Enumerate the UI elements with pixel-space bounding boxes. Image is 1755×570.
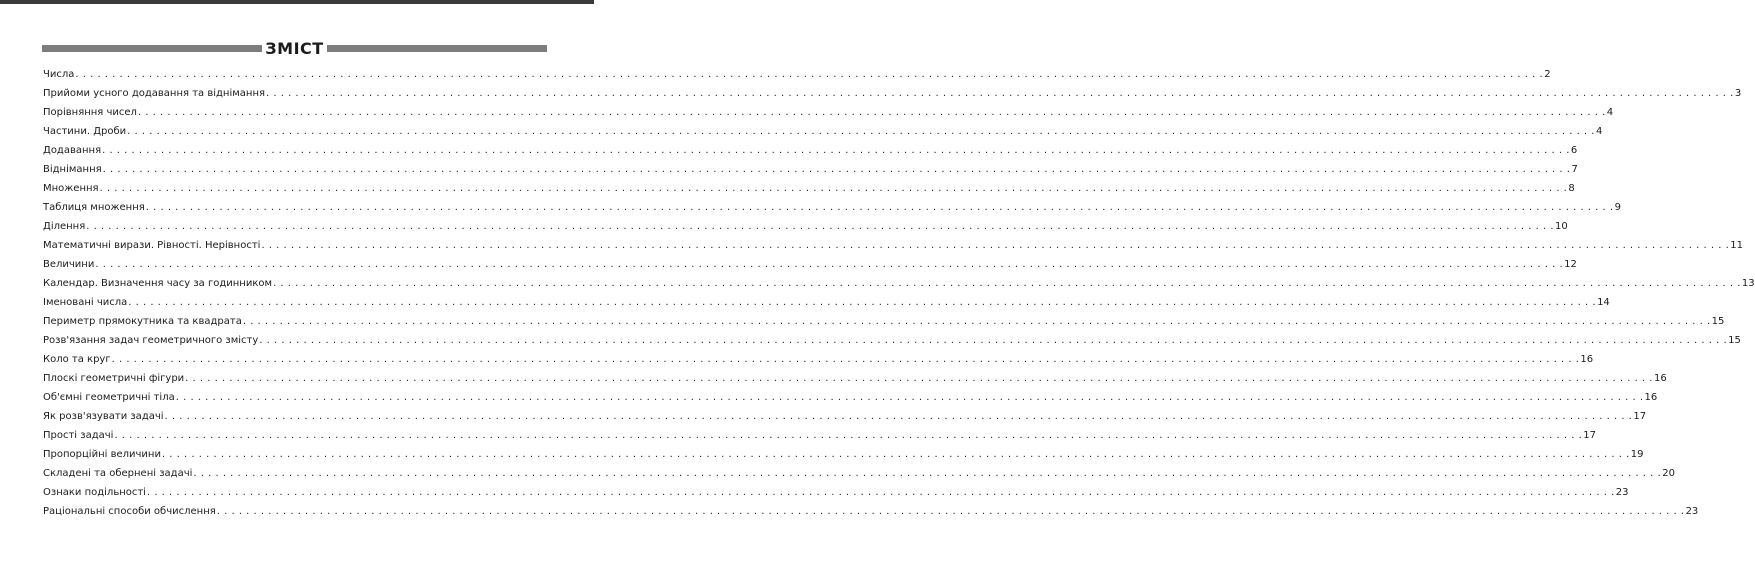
toc-entry-page: 9 bbox=[1614, 202, 1621, 213]
toc-entry[interactable] bbox=[43, 388, 1658, 407]
toc-entry-title: Числа bbox=[43, 69, 75, 80]
toc-entry-page: 15 bbox=[1728, 335, 1741, 346]
dot-leader: . . . . . . . . . . . . . . . . . . . . . . . . . . . . . . . . . . . . . . . . . . . . . . . . . . . . . . . . . . . . . . . . . . . . . . . . . . . . . . . . . . . . . . . . . . . . . . . . . . . . . . . . . . . . . . . . . . . . . . . . . . . . . . . . . . . . . . . . . . . . . . . . . . . . . . . . . . . . . . . . . . . . . . . . . . . . . . . . . . . . . . . . . . . . . . . . . . . . . . . . bbox=[75, 69, 1544, 80]
toc-entry-title: Раціональні способи обчислення bbox=[43, 506, 216, 517]
dot-leader: . . . . . . . . . . . . . . . . . . . . . . . . . . . . . . . . . . . . . . . . . . . . . . . . . . . . . . . . . . . . . . . . . . . . . . . . . . . . . . . . . . . . . . . . . . . . . . . . . . . . . . . . . . . . . . . . . . . . . . . . . . . . . . . . . . . . . . . . . . . . . . . . . . . . . . . . . . . . . . . . . . . . . . . . . . . . . . . . . . . . . . . . . . . . . . . . . . . . . . . . bbox=[111, 354, 1580, 365]
toc-entry-title: Частини. Дроби bbox=[43, 126, 127, 137]
toc-entry-page: 20 bbox=[1662, 468, 1675, 479]
dot-leader: . . . . . . . . . . . . . . . . . . . . . . . . . . . . . . . . . . . . . . . . . . . . . . . . . . . . . . . . . . . . . . . . . . . . . . . . . . . . . . . . . . . . . . . . . . . . . . . . . . . . . . . . . . . . . . . . . . . . . . . . . . . . . . . . . . . . . . . . . . . . . . . . . . . . . . . . . . . . . . . . . . . . . . . . . . . . . . . . . . . . . . . . . . . . . . . . . . . . . . . . bbox=[99, 183, 1568, 194]
toc-entry-page: 16 bbox=[1580, 354, 1594, 365]
table-of-contents bbox=[43, 65, 1755, 521]
dot-leader: . . . . . . . . . . . . . . . . . . . . . . . . . . . . . . . . . . . . . . . . . . . . . . . . . . . . . . . . . . . . . . . . . . . . . . . . . . . . . . . . . . . . . . . . . . . . . . . . . . . . . . . . . . . . . . . . . . . . . . . . . . . . . . . . . . . . . . . . . . . . . . . . . . . . . . . . . . . . . . . . . . . . . . . . . . . . . . . . . . . . . . . . . . . . . . . . . . . . . . . . bbox=[102, 164, 1571, 175]
dot-leader: . . . . . . . . . . . . . . . . . . . . . . . . . . . . . . . . . . . . . . . . . . . . . . . . . . . . . . . . . . . . . . . . . . . . . . . . . . . . . . . . . . . . . . . . . . . . . . . . . . . . . . . . . . . . . . . . . . . . . . . . . . . . . . . . . . . . . . . . . . . . . . . . . . . . . . . . . . . . . . . . . . . . . . . . . . . . . . . . . . . . . . . . . . . . . . . . . . . . . . . . bbox=[273, 278, 1741, 289]
toc-entry[interactable] bbox=[43, 179, 1575, 198]
dot-leader: . . . . . . . . . . . . . . . . . . . . . . . . . . . . . . . . . . . . . . . . . . . . . . . . . . . . . . . . . . . . . . . . . . . . . . . . . . . . . . . . . . . . . . . . . . . . . . . . . . . . . . . . . . . . . . . . . . . . . . . . . . . . . . . . . . . . . . . . . . . . . . . . . . . . . . . . . . . . . . . . . . . . . . . . . . . . . . . . . . . . . . . . . . . . . . . . . . . . . . . . bbox=[95, 259, 1564, 270]
dot-leader: . . . . . . . . . . . . . . . . . . . . . . . . . . . . . . . . . . . . . . . . . . . . . . . . . . . . . . . . . . . . . . . . . . . . . . . . . . . . . . . . . . . . . . . . . . . . . . . . . . . . . . . . . . . . . . . . . . . . . . . . . . . . . . . . . . . . . . . . . . . . . . . . . . . . . . . . . . . . . . . . . . . . . . . . . . . . . . . . . . . . . . . . . . . . . . . . . . . . . . . . bbox=[185, 373, 1653, 384]
toc-entry-title: Математичні вирази. Рівності. Нерівності bbox=[43, 240, 261, 251]
toc-entry-title: Прийоми усного додавання та віднімання bbox=[43, 88, 265, 99]
page-title: ЗМІСТ bbox=[265, 39, 324, 58]
toc-entry[interactable] bbox=[43, 274, 1755, 293]
toc-entry-title: Календар. Визначення часу за годинником bbox=[43, 278, 273, 289]
toc-entry-title: Складені та обернені задачі bbox=[43, 468, 193, 479]
toc-entry[interactable] bbox=[43, 426, 1596, 445]
header-bar-left bbox=[42, 45, 262, 52]
toc-entry[interactable] bbox=[43, 84, 1742, 103]
dot-leader: . . . . . . . . . . . . . . . . . . . . . . . . . . . . . . . . . . . . . . . . . . . . . . . . . . . . . . . . . . . . . . . . . . . . . . . . . . . . . . . . . . . . . . . . . . . . . . . . . . . . . . . . . . . . . . . . . . . . . . . . . . . . . . . . . . . . . . . . . . . . . . . . . . . . . . . . . . . . . . . . . . . . . . . . . . . . . . . . . . . . . . . . . . . . . . . . . . . . . . . . bbox=[102, 145, 1570, 156]
dot-leader: . . . . . . . . . . . . . . . . . . . . . . . . . . . . . . . . . . . . . . . . . . . . . . . . . . . . . . . . . . . . . . . . . . . . . . . . . . . . . . . . . . . . . . . . . . . . . . . . . . . . . . . . . . . . . . . . . . . . . . . . . . . . . . . . . . . . . . . . . . . . . . . . . . . . . . . . . . . . . . . . . . . . . . . . . . . . . . . . . . . . . . . . . . . . . . . . . . . . . . . . bbox=[127, 126, 1595, 137]
toc-entry-page: 17 bbox=[1583, 430, 1596, 441]
dot-leader: . . . . . . . . . . . . . . . . . . . . . . . . . . . . . . . . . . . . . . . . . . . . . . . . . . . . . . . . . . . . . . . . . . . . . . . . . . . . . . . . . . . . . . . . . . . . . . . . . . . . . . . . . . . . . . . . . . . . . . . . . . . . . . . . . . . . . . . . . . . . . . . . . . . . . . . . . . . . . . . . . . . . . . . . . . . . . . . . . . . . . . . . . . . . . . . . . . . . . . . . bbox=[128, 297, 1597, 308]
dot-leader: . . . . . . . . . . . . . . . . . . . . . . . . . . . . . . . . . . . . . . . . . . . . . . . . . . . . . . . . . . . . . . . . . . . . . . . . . . . . . . . . . . . . . . . . . . . . . . . . . . . . . . . . . . . . . . . . . . . . . . . . . . . . . . . . . . . . . . . . . . . . . . . . . . . . . . . . . . . . . . . . . . . . . . . . . . . . . . . . . . . . . . . . . . . . . . . . . . . . . . . . bbox=[145, 202, 1614, 213]
toc-entry[interactable] bbox=[43, 407, 1647, 426]
toc-entry-page: 17 bbox=[1633, 411, 1647, 422]
toc-entry[interactable] bbox=[43, 65, 1551, 84]
toc-entry-title: Коло та круг bbox=[43, 354, 111, 365]
dot-leader: . . . . . . . . . . . . . . . . . . . . . . . . . . . . . . . . . . . . . . . . . . . . . . . . . . . . . . . . . . . . . . . . . . . . . . . . . . . . . . . . . . . . . . . . . . . . . . . . . . . . . . . . . . . . . . . . . . . . . . . . . . . . . . . . . . . . . . . . . . . . . . . . . . . . . . . . . . . . . . . . . . . . . . . . . . . . . . . . . . . . . . . . . . . . . . . . . . . . . . . . bbox=[161, 449, 1630, 460]
toc-entry-page: 4 bbox=[1606, 107, 1614, 118]
toc-entry-page: 2 bbox=[1544, 69, 1551, 80]
toc-entry[interactable] bbox=[43, 198, 1621, 217]
top-border bbox=[0, 0, 594, 4]
toc-entry-page: 12 bbox=[1564, 259, 1577, 270]
toc-entry-title: Величини bbox=[43, 259, 95, 270]
dot-leader: . . . . . . . . . . . . . . . . . . . . . . . . . . . . . . . . . . . . . . . . . . . . . . . . . . . . . . . . . . . . . . . . . . . . . . . . . . . . . . . . . . . . . . . . . . . . . . . . . . . . . . . . . . . . . . . . . . . . . . . . . . . . . . . . . . . . . . . . . . . . . . . . . . . . . . . . . . . . . . . . . . . . . . . . . . . . . . . . . . . . . . . . . . . . . . . . . . . . . . . . bbox=[114, 430, 1583, 441]
toc-entry-title: Іменовані числа bbox=[43, 297, 128, 308]
toc-entry[interactable] bbox=[43, 464, 1675, 483]
toc-entry[interactable] bbox=[43, 293, 1610, 312]
toc-entry-title: Прості задачі bbox=[43, 430, 114, 441]
dot-leader: . . . . . . . . . . . . . . . . . . . . . . . . . . . . . . . . . . . . . . . . . . . . . . . . . . . . . . . . . . . . . . . . . . . . . . . . . . . . . . . . . . . . . . . . . . . . . . . . . . . . . . . . . . . . . . . . . . . . . . . . . . . . . . . . . . . . . . . . . . . . . . . . . . . . . . . . . . . . . . . . . . . . . . . . . . . . . . . . . . . . . . . . . . . . . . . . . . . . . . . . bbox=[137, 107, 1606, 118]
toc-entry-title: Ознаки подільності bbox=[43, 487, 146, 498]
toc-entry-page: 15 bbox=[1711, 316, 1725, 327]
dot-leader: . . . . . . . . . . . . . . . . . . . . . . . . . . . . . . . . . . . . . . . . . . . . . . . . . . . . . . . . . . . . . . . . . . . . . . . . . . . . . . . . . . . . . . . . . . . . . . . . . . . . . . . . . . . . . . . . . . . . . . . . . . . . . . . . . . . . . . . . . . . . . . . . . . . . . . . . . . . . . . . . . . . . . . . . . . . . . . . . . . . . . . . . . . . . . . . . . . . . . . . . bbox=[216, 506, 1685, 517]
toc-entry-page: 4 bbox=[1595, 126, 1603, 137]
toc-entry[interactable] bbox=[43, 141, 1578, 160]
header-bar-right bbox=[327, 45, 547, 52]
toc-entry-title: Ділення bbox=[43, 221, 86, 232]
toc-entry-page: 7 bbox=[1571, 164, 1578, 175]
toc-entry-title: Плоскі геометричні фігури bbox=[43, 373, 185, 384]
dot-leader: . . . . . . . . . . . . . . . . . . . . . . . . . . . . . . . . . . . . . . . . . . . . . . . . . . . . . . . . . . . . . . . . . . . . . . . . . . . . . . . . . . . . . . . . . . . . . . . . . . . . . . . . . . . . . . . . . . . . . . . . . . . . . . . . . . . . . . . . . . . . . . . . . . . . . . . . . . . . . . . . . . . . . . . . . . . . . . . . . . . . . . . . . . . . . . . . . . . . . . . . bbox=[242, 316, 1711, 327]
dot-leader: . . . . . . . . . . . . . . . . . . . . . . . . . . . . . . . . . . . . . . . . . . . . . . . . . . . . . . . . . . . . . . . . . . . . . . . . . . . . . . . . . . . . . . . . . . . . . . . . . . . . . . . . . . . . . . . . . . . . . . . . . . . . . . . . . . . . . . . . . . . . . . . . . . . . . . . . . . . . . . . . . . . . . . . . . . . . . . . . . . . . . . . . . . . . . . . . . . . . . . . . bbox=[164, 411, 1633, 422]
toc-entry[interactable] bbox=[43, 445, 1644, 464]
dot-leader: . . . . . . . . . . . . . . . . . . . . . . . . . . . . . . . . . . . . . . . . . . . . . . . . . . . . . . . . . . . . . . . . . . . . . . . . . . . . . . . . . . . . . . . . . . . . . . . . . . . . . . . . . . . . . . . . . . . . . . . . . . . . . . . . . . . . . . . . . . . . . . . . . . . . . . . . . . . . . . . . . . . . . . . . . . . . . . . . . . . . . . . . . . . . . . . . . . . . . . . . bbox=[86, 221, 1555, 232]
toc-entry-page: 10 bbox=[1555, 221, 1568, 232]
toc-entry-page: 19 bbox=[1630, 449, 1644, 460]
toc-entry[interactable] bbox=[43, 369, 1667, 388]
dot-leader: . . . . . . . . . . . . . . . . . . . . . . . . . . . . . . . . . . . . . . . . . . . . . . . . . . . . . . . . . . . . . . . . . . . . . . . . . . . . . . . . . . . . . . . . . . . . . . . . . . . . . . . . . . . . . . . . . . . . . . . . . . . . . . . . . . . . . . . . . . . . . . . . . . . . . . . . . . . . . . . . . . . . . . . . . . . . . . . . . . . . . . . . . . . . . . . . . . . . . . . . bbox=[175, 392, 1644, 403]
toc-entry-title: Таблиця множення bbox=[43, 202, 145, 213]
toc-entry-page: 6 bbox=[1570, 145, 1578, 156]
dot-leader: . . . . . . . . . . . . . . . . . . . . . . . . . . . . . . . . . . . . . . . . . . . . . . . . . . . . . . . . . . . . . . . . . . . . . . . . . . . . . . . . . . . . . . . . . . . . . . . . . . . . . . . . . . . . . . . . . . . . . . . . . . . . . . . . . . . . . . . . . . . . . . . . . . . . . . . . . . . . . . . . . . . . . . . . . . . . . . . . . . . . . . . . . . . . . . . . . . . . . . . . bbox=[193, 468, 1662, 479]
toc-entry-title: Додавання bbox=[43, 145, 102, 156]
toc-header bbox=[42, 40, 547, 60]
toc-entry-title: Як розв'язувати задачі bbox=[43, 411, 164, 422]
toc-entry-title: Пропорційні величини bbox=[43, 449, 161, 460]
toc-entry[interactable] bbox=[43, 160, 1578, 179]
toc-entry-title: Об'ємні геометричні тіла bbox=[43, 392, 175, 403]
toc-entry-page: 23 bbox=[1685, 506, 1699, 517]
toc-entry-page: 11 bbox=[1730, 240, 1743, 251]
toc-entry[interactable] bbox=[43, 331, 1741, 350]
dot-leader: . . . . . . . . . . . . . . . . . . . . . . . . . . . . . . . . . . . . . . . . . . . . . . . . . . . . . . . . . . . . . . . . . . . . . . . . . . . . . . . . . . . . . . . . . . . . . . . . . . . . . . . . . . . . . . . . . . . . . . . . . . . . . . . . . . . . . . . . . . . . . . . . . . . . . . . . . . . . . . . . . . . . . . . . . . . . . . . . . . . . . . . . . . . . . . . . . . . . . . . . bbox=[266, 88, 1734, 99]
toc-entry-page: 23 bbox=[1615, 487, 1629, 498]
toc-entry-page: 13 bbox=[1741, 278, 1755, 289]
toc-entry[interactable] bbox=[43, 502, 1699, 521]
toc-entry[interactable] bbox=[43, 483, 1629, 502]
toc-entry[interactable] bbox=[43, 217, 1568, 236]
dot-leader: . . . . . . . . . . . . . . . . . . . . . . . . . . . . . . . . . . . . . . . . . . . . . . . . . . . . . . . . . . . . . . . . . . . . . . . . . . . . . . . . . . . . . . . . . . . . . . . . . . . . . . . . . . . . . . . . . . . . . . . . . . . . . . . . . . . . . . . . . . . . . . . . . . . . . . . . . . . . . . . . . . . . . . . . . . . . . . . . . . . . . . . . . . . . . . . . . . . . . . . . bbox=[259, 335, 1728, 346]
toc-entry-title: Порівняння чисел bbox=[43, 107, 137, 118]
toc-entry-title: Віднімання bbox=[43, 164, 102, 175]
toc-entry[interactable] bbox=[43, 122, 1603, 141]
toc-entry[interactable] bbox=[43, 236, 1743, 255]
toc-entry-page: 3 bbox=[1734, 88, 1742, 99]
toc-entry-page: 14 bbox=[1597, 297, 1610, 308]
toc-entry[interactable] bbox=[43, 255, 1577, 274]
toc-entry-page: 16 bbox=[1644, 392, 1658, 403]
toc-entry-title: Множення bbox=[43, 183, 99, 194]
toc-entry-title: Розв'язання задач геометричного змісту bbox=[43, 335, 259, 346]
toc-entry-title: Периметр прямокутника та квадрата bbox=[43, 316, 242, 327]
toc-entry[interactable] bbox=[43, 312, 1725, 331]
dot-leader: . . . . . . . . . . . . . . . . . . . . . . . . . . . . . . . . . . . . . . . . . . . . . . . . . . . . . . . . . . . . . . . . . . . . . . . . . . . . . . . . . . . . . . . . . . . . . . . . . . . . . . . . . . . . . . . . . . . . . . . . . . . . . . . . . . . . . . . . . . . . . . . . . . . . . . . . . . . . . . . . . . . . . . . . . . . . . . . . . . . . . . . . . . . . . . . . . . . . . . . . bbox=[261, 240, 1730, 251]
toc-entry-page: 8 bbox=[1568, 183, 1575, 194]
toc-entry[interactable] bbox=[43, 350, 1594, 369]
toc-entry-page: 16 bbox=[1653, 373, 1667, 384]
toc-entry[interactable] bbox=[43, 103, 1614, 122]
dot-leader: . . . . . . . . . . . . . . . . . . . . . . . . . . . . . . . . . . . . . . . . . . . . . . . . . . . . . . . . . . . . . . . . . . . . . . . . . . . . . . . . . . . . . . . . . . . . . . . . . . . . . . . . . . . . . . . . . . . . . . . . . . . . . . . . . . . . . . . . . . . . . . . . . . . . . . . . . . . . . . . . . . . . . . . . . . . . . . . . . . . . . . . . . . . . . . . . . . . . . . . . bbox=[146, 487, 1615, 498]
